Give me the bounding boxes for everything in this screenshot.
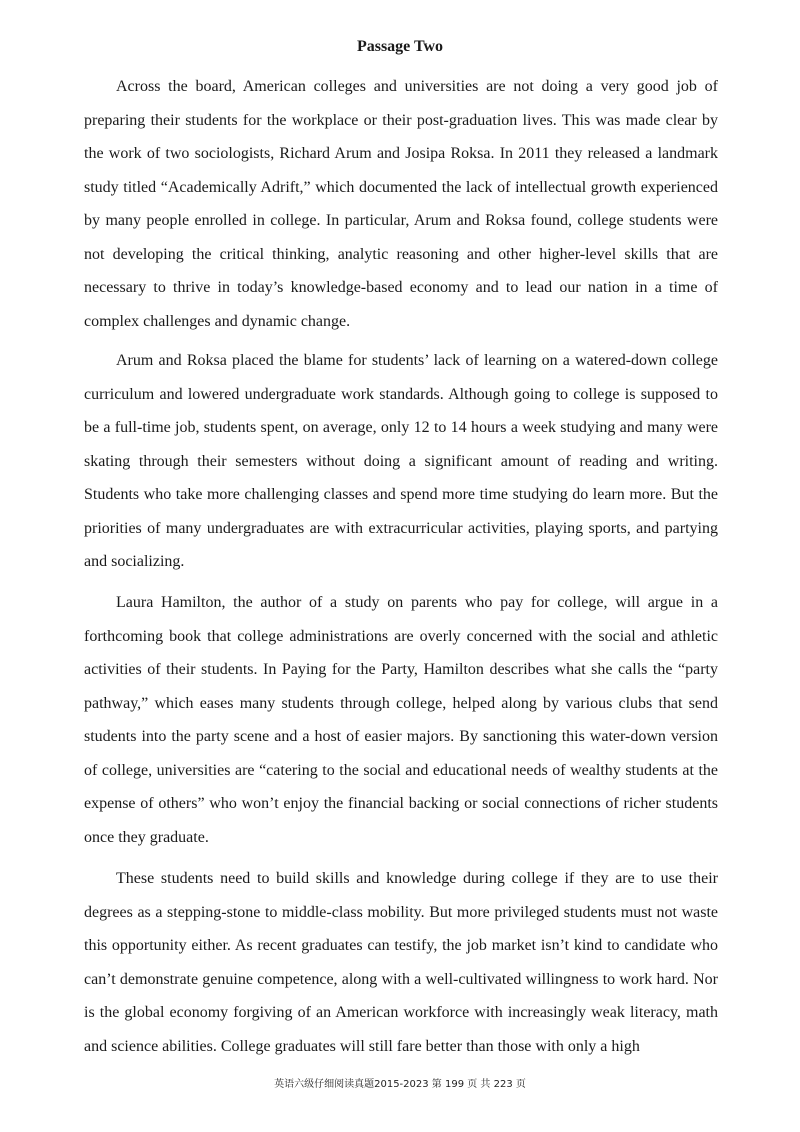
paragraph-4: These students need to build skills and knowledge during college if they are to use their degrees as a stepping-stone to middle-class mobility. But more privileged students must not waste this opportunity either. As recent graduates can testify, the job market isn’t kind to candidate who can’t demonstrate genuine competence, along with a well-cultivated willingness to work hard. Nor is the global economy forgiving of an American workforce with increasingly weak literacy, math and science abilities. College graduates will still fare better than those with only a high [84,870,718,1055]
passage-title: Passage Two [356,38,444,55]
paragraph-2: Arum and Roksa placed the blame for students’ lack of learning on a watered-down college curriculum and lowered undergraduate work standards. Although going to college is supposed to be a full-time job, students spent, on average, only 12 to 14 hours a week studying and many were skating through their semesters without doing a significant amount of reading and writing. Students who take more challenging classes and spend more time studying do learn more. But the priorities of many undergraduates are with extracurricular activities, playing sports, and partying and socializing. [84,352,718,570]
page-footer: 英语六级仔细阅读真题2015-2023 第 199 页 共 223 页 [274,1079,526,1090]
paragraph-1: Across the board, American colleges and universities are not doing a very good job of preparing their students for the workplace or their post-graduation lives. This was made clear by the work of two sociologists, Richard Arum and Josipa Roksa. In 2011 they released a landmark study titled “Academically Adrift,” which documented the lack of intellectual growth experienced by many people enrolled in college. In particular, Arum and Roksa found, college students were not developing the critical thinking, analytic reasoning and other higher-level skills that are necessary to thrive in today’s knowledge-based economy and to lead our nation in a time of complex challenges and dynamic change. [84,78,718,330]
paragraph-3: Laura Hamilton, the author of a study on parents who pay for college, will argue in a forthcoming book that college administrations are overly concerned with the social and athletic activities of their students. In Paying for the Party, Hamilton describes what she calls the “party pathway,” which eases many students through college, helped along by various clubs that send students into the party scene and a host of easier majors. By sanctioning this water-down version of college, universities are “catering to the social and educational needs of wealthy students at the expense of others” who won’t enjoy the financial backing or social connections of richer students once they graduate. [84,594,718,846]
